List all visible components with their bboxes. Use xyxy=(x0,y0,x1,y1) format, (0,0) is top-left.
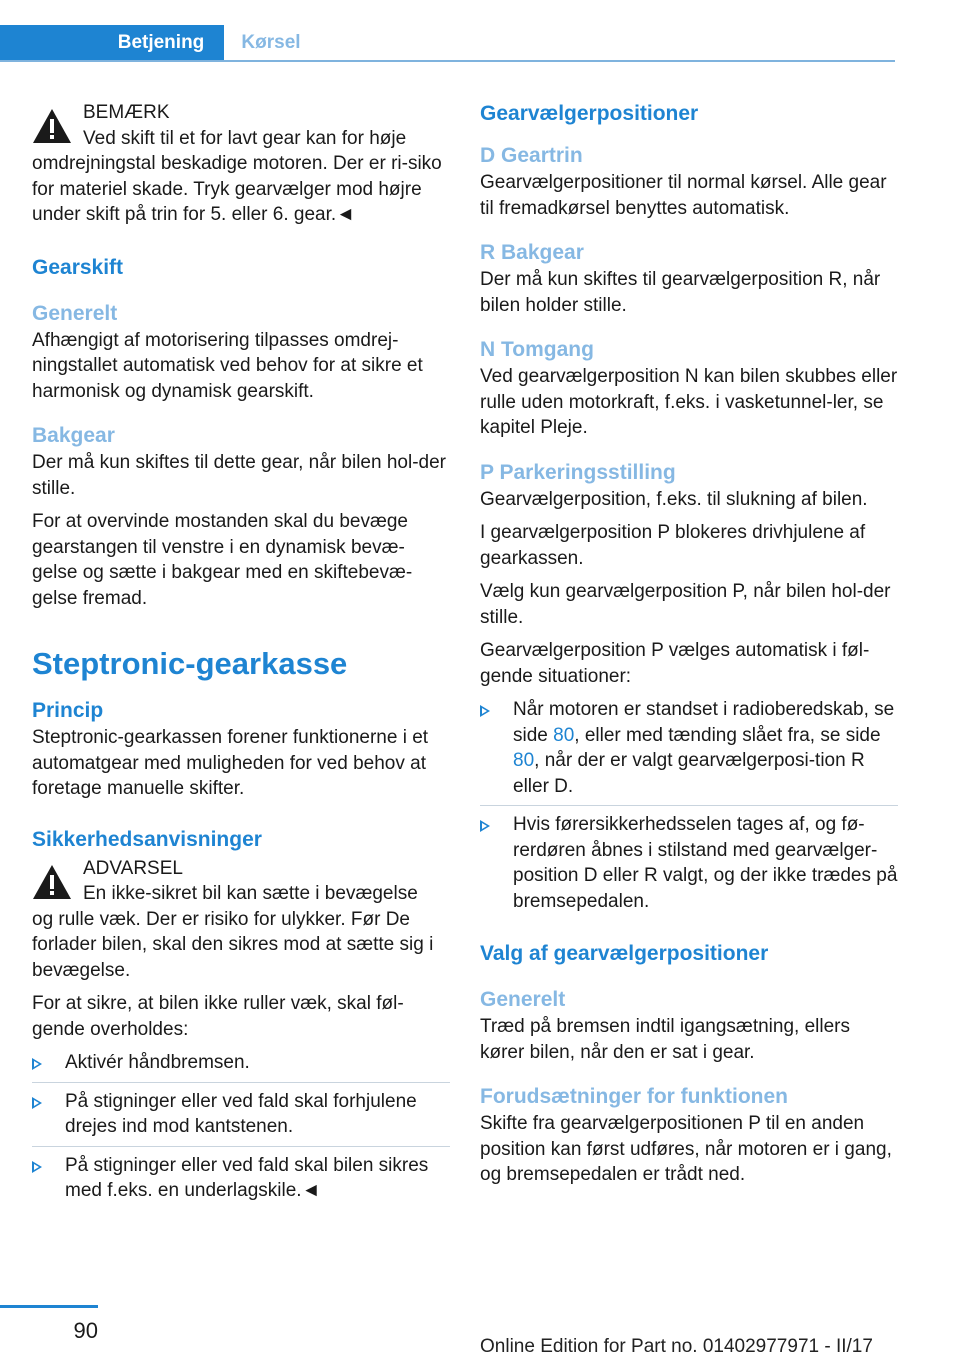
bullet-triangle-icon xyxy=(32,1097,42,1109)
p-paragraph-3: Vælg kun gearvælgerposition P, når bilen hol-der stille. xyxy=(480,581,891,628)
list-item-text: Hvis førersikkerhedsselen tages af, og fø-rerdøren åbnes i stilstand med gearvælger-position D eller R valgt, og der ikke trædes på bremsepedalen. xyxy=(513,814,898,912)
page-link-80[interactable]: 80 xyxy=(513,750,535,771)
tab-korsel[interactable]: Kørsel xyxy=(224,25,318,61)
sikre-paragraph: For at sikre, at bilen ikke ruller væk, skal føl-gende overholdes: xyxy=(32,993,404,1040)
bakgear-paragraph-2: For at overvinde mostanden skal du bevæge gearstangen til venstre i en dynamisk bevæ-gelse og sætte i bakgear med en skiftebevæ-gelse fremad. xyxy=(32,511,413,609)
warning-text-first-line: Ved skift til et for lavt gear kan for høje xyxy=(83,127,407,149)
forudsaetninger-paragraph: Skifte fra gearvælgerpositionen P til en anden position kan først udføres, når motoren er i gang, og bremsepedalen er trådt ned. xyxy=(480,1113,892,1185)
footer-divider xyxy=(0,1305,98,1308)
r-paragraph: Der må kun skiftes til gearvælgerposition R, når bilen holder stille. xyxy=(480,269,881,316)
safety-list xyxy=(32,1050,450,1204)
warning-triangle-icon xyxy=(32,864,72,900)
bakgear-paragraph-1: Der må kun skiftes til dette gear, når bilen hol-der stille. xyxy=(32,452,446,499)
bullet-triangle-icon xyxy=(480,820,490,832)
list-item-text: På stigninger eller ved fald skal bilen sikres med f.eks. en underlagskile.◄ xyxy=(65,1154,429,1201)
heading-bakgear: Bakgear xyxy=(32,424,115,447)
valg-generelt-paragraph: Træd på bremsen indtil igangsætning, ellers kører bilen, når den er sat i gear. xyxy=(480,1016,850,1063)
header-tab-bar xyxy=(0,25,98,61)
list-item-text: , når der er valgt gearvælgerposi-tion R eller D. xyxy=(513,750,865,797)
heading-gearskift: Gearskift xyxy=(32,255,124,279)
princip-paragraph: Steptronic-gearkassen forener funktionerne i et automatgear med muligheden for ved behov at foretage manuelle skifter. xyxy=(32,727,429,799)
list-item-text: Når motoren er standset i radioberedskab, se side xyxy=(513,699,895,746)
warning-notice-advarsel xyxy=(32,856,450,984)
warning-text-first-line: En ikke-sikret bil kan sætte i bevægelse xyxy=(83,883,418,904)
heading-gearvaelgerpositioner: Gearvælgerpositioner xyxy=(480,102,699,125)
heading-r-bakgear: R Bakgear xyxy=(480,241,584,264)
heading-n-tomgang: N Tomgang xyxy=(480,338,594,361)
generelt-paragraph: Afhængigt af motorisering tilpasses omdrej-ningstallet automatisk ved behov for at sikre et harmonisk og dynamisk gearskift. xyxy=(32,329,423,402)
warning-text: og rulle væk. Der er risiko for ulykker. Før De forlader bilen, skal den sikres mod at sætte sig i bevægelse. xyxy=(32,908,434,981)
list-item xyxy=(32,1050,450,1076)
auto-park-list xyxy=(480,697,898,914)
heading-p-parkeringsstilling: P Parkeringsstilling xyxy=(480,460,676,484)
right-column xyxy=(480,100,898,1188)
bullet-triangle-icon xyxy=(32,1161,42,1173)
heading-generelt: Generelt xyxy=(32,301,118,325)
page-number: 90 xyxy=(73,1318,98,1343)
warning-triangle-icon xyxy=(32,108,72,144)
heading-generelt: Generelt xyxy=(480,988,566,1011)
warning-text: omdrejningstal beskadige motoren. Der er ri-siko for materiel skade. Tryk gearvælger mod højre under skift på trin for 5. eller 6. gear.◄ xyxy=(32,153,442,225)
heading-forudsaetninger: Forudsætninger for funktionen xyxy=(480,1085,788,1108)
list-item xyxy=(32,1082,450,1140)
list-item-text: , eller med tænding slået fra, se side xyxy=(574,724,881,746)
d-paragraph: Gearvælgerpositioner til normal kørsel. Alle gear til fremadkørsel benyttes automatisk. xyxy=(480,172,887,219)
p-paragraph-1: Gearvælgerposition, f.eks. til slukning af bilen. xyxy=(480,488,868,510)
warning-label: ADVARSEL xyxy=(83,857,183,879)
warning-notice xyxy=(32,100,450,228)
heading-valg-af-gearvaelgerpositioner: Valg af gearvælgerpositioner xyxy=(480,942,769,965)
bullet-triangle-icon xyxy=(32,1058,42,1070)
bullet-triangle-icon xyxy=(480,705,490,717)
page-header xyxy=(0,0,960,62)
header-divider xyxy=(0,60,895,62)
warning-label: BEMÆRK xyxy=(83,102,170,123)
tab-betjening[interactable]: Betjening xyxy=(98,25,224,61)
page-link-80[interactable]: 80 xyxy=(553,724,575,746)
heading-d-geartrin: D Geartrin xyxy=(480,144,583,167)
edition-footer: Online Edition for Part no. 01402977971 - II/17 xyxy=(480,1336,873,1357)
heading-princip: Princip xyxy=(32,699,104,722)
list-item xyxy=(32,1146,450,1204)
p-paragraph-2: I gearvælgerposition P blokeres drivhjulene af gearkassen. xyxy=(480,522,866,569)
p-paragraph-4: Gearvælgerposition P vælges automatisk i føl-gende situationer: xyxy=(480,640,870,687)
heading-steptronic: Steptronic-gearkasse xyxy=(32,646,348,681)
list-item-text: Aktivér håndbremsen. xyxy=(65,1052,250,1073)
list-item xyxy=(480,805,898,914)
left-column xyxy=(32,100,450,1204)
list-item xyxy=(480,697,898,799)
list-item-text: På stigninger eller ved fald skal forhjulene drejes ind mod kantstenen. xyxy=(65,1090,417,1137)
n-paragraph: Ved gearvælgerposition N kan bilen skubbes eller rulle uden motorkraft, f.eks. i vasketunnel-ler, se kapitel Pleje. xyxy=(480,366,898,438)
heading-sikkerhedsanvisninger: Sikkerhedsanvisninger xyxy=(32,827,262,851)
